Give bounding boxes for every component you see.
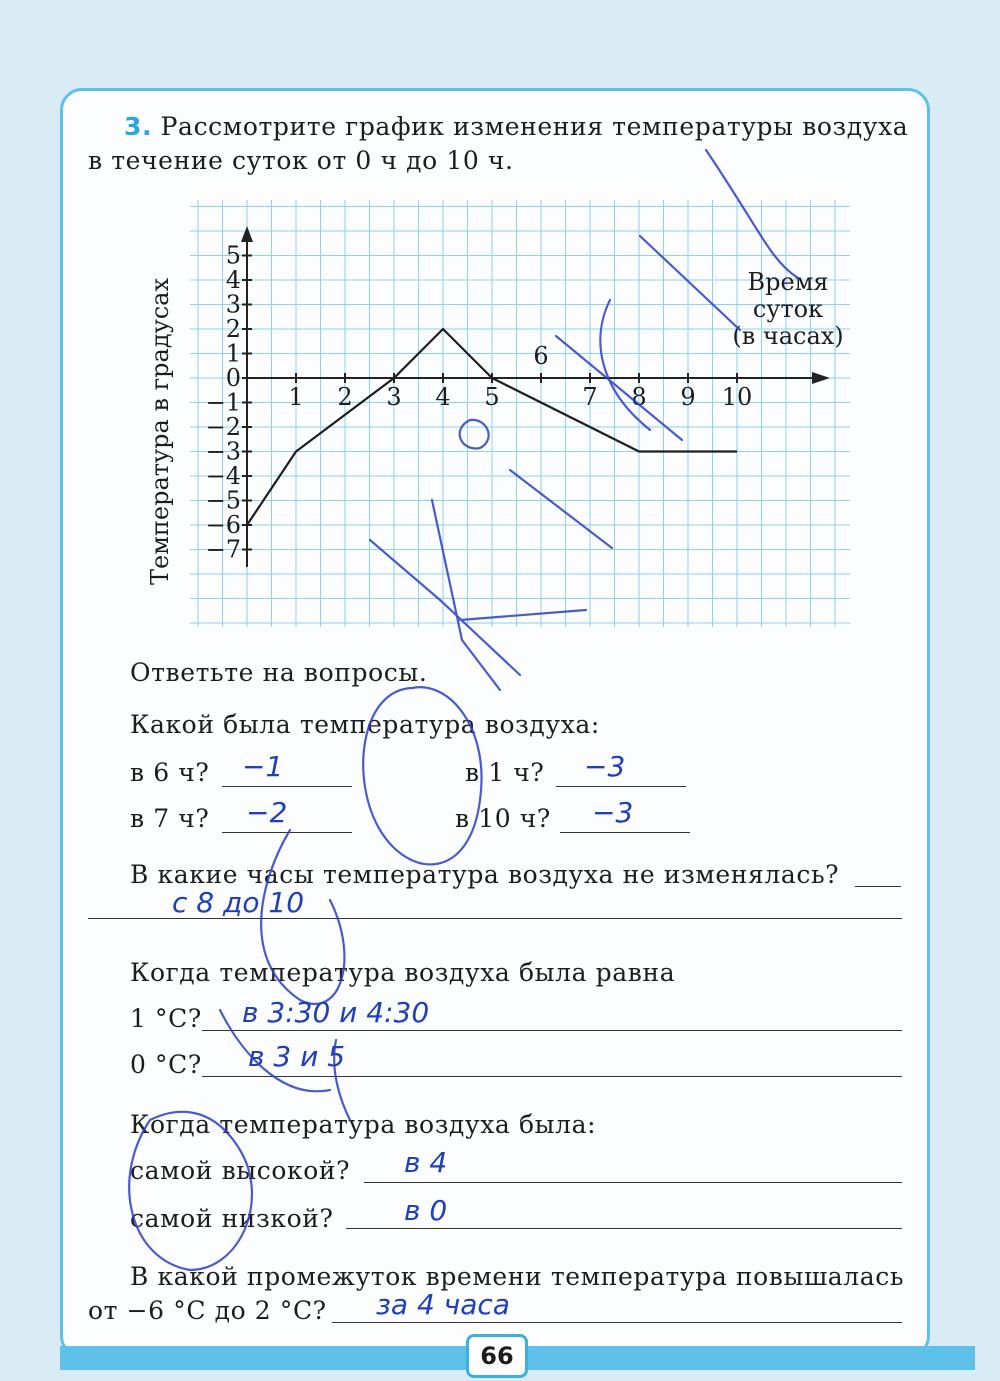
q1c-answer-line[interactable]	[222, 832, 352, 833]
question-5-line-1: В какой промежуток времени температура повышалась	[130, 1262, 905, 1291]
q1a-answer-line[interactable]	[222, 786, 352, 787]
q1b-answer: −3	[584, 750, 626, 783]
x-tick-label: 9	[680, 383, 696, 411]
q1a-label: в 6 ч?	[130, 758, 210, 787]
questions-intro: Ответьте на вопросы.	[130, 658, 428, 687]
x-tick-label: 10	[721, 383, 753, 411]
x-axis-arrow	[812, 372, 830, 384]
y-axis-arrow	[241, 226, 253, 242]
y-tick-label: 2	[225, 315, 241, 343]
x-axis-label-line: Время	[747, 268, 829, 296]
q1c-answer: −2	[246, 796, 288, 829]
x-tick-label: 8	[631, 383, 647, 411]
y-tick-label: −1	[205, 388, 241, 417]
task-line-2: в течение суток от 0 ч до 10 ч.	[88, 146, 514, 175]
q5-answer-line[interactable]	[332, 1322, 902, 1323]
q2-answer-line-a[interactable]	[855, 886, 901, 887]
x-tick-label: 7	[582, 383, 598, 411]
y-tick-label: 5	[225, 241, 241, 270]
x-tick-label: 5	[484, 383, 500, 411]
q5-answer: за 4 часа	[376, 1288, 510, 1321]
q1a-answer: −1	[242, 750, 284, 783]
q1b-label: в 1 ч?	[465, 758, 545, 787]
question-5-line-2: от −6 °С до 2 °С?	[88, 1296, 327, 1325]
chart-grid	[190, 200, 850, 627]
q3b-label: 0 °С?	[130, 1050, 202, 1079]
x-tick-label: 3	[386, 383, 402, 411]
task-heading	[124, 112, 908, 141]
x-tick-label: 4	[435, 383, 451, 411]
x-tick-label: 2	[337, 383, 353, 411]
task-number: 3.	[124, 112, 153, 141]
question-1: Какой была температура воздуха:	[130, 710, 600, 739]
y-tick-label: 1	[225, 339, 241, 368]
q4b-label: самой низкой?	[130, 1204, 334, 1233]
x-axis-label	[732, 268, 843, 350]
question-4: Когда температура воздуха была:	[130, 1110, 597, 1139]
q3b-answer: в 3 и 5	[248, 1040, 346, 1073]
question-2: В какие часы температура воздуха не изменялась?	[130, 860, 840, 889]
q1c-label: в 7 ч?	[130, 804, 210, 833]
y-tick-label: −3	[205, 437, 241, 466]
y-tick-label: −5	[205, 486, 241, 515]
q2-answer: с 8 до 10	[172, 886, 305, 919]
y-tick-label: 0	[225, 364, 241, 392]
question-3: Когда температура воздуха была равна	[130, 958, 676, 987]
q4a-answer-line[interactable]	[364, 1182, 902, 1183]
y-tick-label: −2	[205, 413, 241, 441]
q4b-answer: в 0	[404, 1194, 448, 1227]
y-axis-label: Температура в градусах	[146, 277, 174, 585]
y-tick-label: −7	[205, 535, 241, 564]
x-axis-label-line: (в часах)	[732, 322, 844, 350]
q1d-label: в 10 ч?	[455, 804, 551, 833]
q1b-answer-line[interactable]	[556, 786, 686, 787]
task-line-1: Рассмотрите график изменения температуры воздуха	[160, 112, 909, 141]
q3a-label: 1 °С?	[130, 1004, 202, 1033]
page-number: 66	[466, 1334, 528, 1378]
y-tick-label: 4	[225, 266, 241, 294]
q3a-answer-line[interactable]	[202, 1030, 902, 1031]
q4b-answer-line[interactable]	[346, 1228, 902, 1229]
q4a-answer: в 4	[404, 1146, 448, 1179]
x-tick-label: 6	[533, 342, 549, 370]
y-tick-label: −4	[205, 462, 241, 490]
y-tick-label: −6	[205, 511, 241, 539]
x-tick-label: 1	[288, 383, 304, 411]
temperature-chart	[130, 190, 850, 630]
q3a-answer: в 3:30 и 4:30	[242, 996, 430, 1029]
y-tick-label: 3	[225, 290, 241, 319]
q3b-answer-line[interactable]	[202, 1076, 902, 1077]
x-axis-label-line: суток	[752, 295, 824, 323]
q1d-answer: −3	[592, 796, 634, 829]
q4a-label: самой высокой?	[130, 1156, 351, 1185]
q1d-answer-line[interactable]	[560, 832, 690, 833]
